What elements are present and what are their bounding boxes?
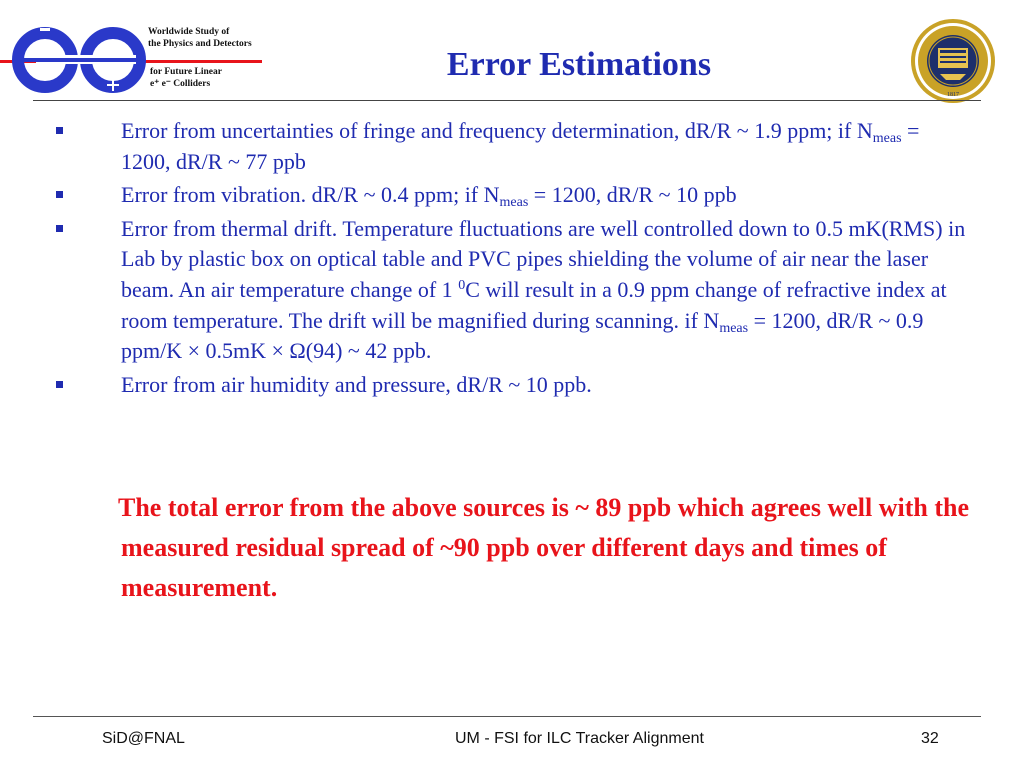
- footer-venue: SiD@FNAL: [102, 730, 185, 747]
- top-divider: [33, 100, 981, 101]
- bullet-item: [0, 214, 1024, 367]
- bottom-divider: [33, 716, 981, 717]
- bullet-square-icon: [56, 381, 63, 388]
- bullet-square-icon: [56, 127, 63, 134]
- slide-title: Error Estimations: [446, 46, 712, 83]
- bullet-item: [0, 116, 1024, 177]
- footer-presentation-title: UM - FSI for ILC Tracker Alignment: [455, 730, 704, 747]
- university-of-michigan-seal-icon: [910, 18, 996, 104]
- slide-number: 32: [921, 730, 939, 747]
- bullet-item: [0, 180, 1024, 211]
- logo-line-4: e⁺ e⁻ Colliders: [150, 79, 211, 89]
- logo-line-2: the Physics and Detectors: [148, 39, 252, 49]
- seal-year: 1817: [947, 92, 959, 98]
- bullet-square-icon: [56, 225, 63, 232]
- bullet-list: [0, 116, 1024, 403]
- logo-line-3: for Future Linear: [150, 67, 222, 77]
- bullet-text: Error from uncertainties of fringe and frequency determination, dR/R ~ 1.9 ppm; if $N_{meas} = 1200$, dR/R ~ 77 ppb: [121, 118, 920, 174]
- logo-line-1: Worldwide Study of: [148, 27, 230, 37]
- bullet-item: [0, 370, 1024, 401]
- bullet-text: Error from vibration. dR/R ~ 0.4 ppm; if $N_{meas} = 1200$, dR/R ~ 10 ppb: [121, 182, 737, 211]
- conclusion-text: The total error from the above sources is ~ 89 ppb which agrees well with the measured residual spread of ~90 ppb over different days and times of measurement.: [118, 493, 970, 602]
- bullet-text: Error from thermal drift. Temperature fluctuations are well controlled down to 0.5 mK(RMS) in Lab by plastic box on optical table and PVC pipes shielding the volume of air near the laser beam. An air temperature change of 1 $^0$C will result in a 0.9 ppm change of refractive index at room temperature. The drift will be magnified during scanning. if $N_{meas} = 1200$, dR/R ~ 0.9 ppm/K × 0.5mK × Ω(94) ~ 42 ppb.: [121, 215, 966, 364]
- bullet-text: Error from air humidity and pressure, dR/R ~ 10 ppb.: [121, 371, 592, 397]
- bullet-square-icon: [56, 191, 63, 198]
